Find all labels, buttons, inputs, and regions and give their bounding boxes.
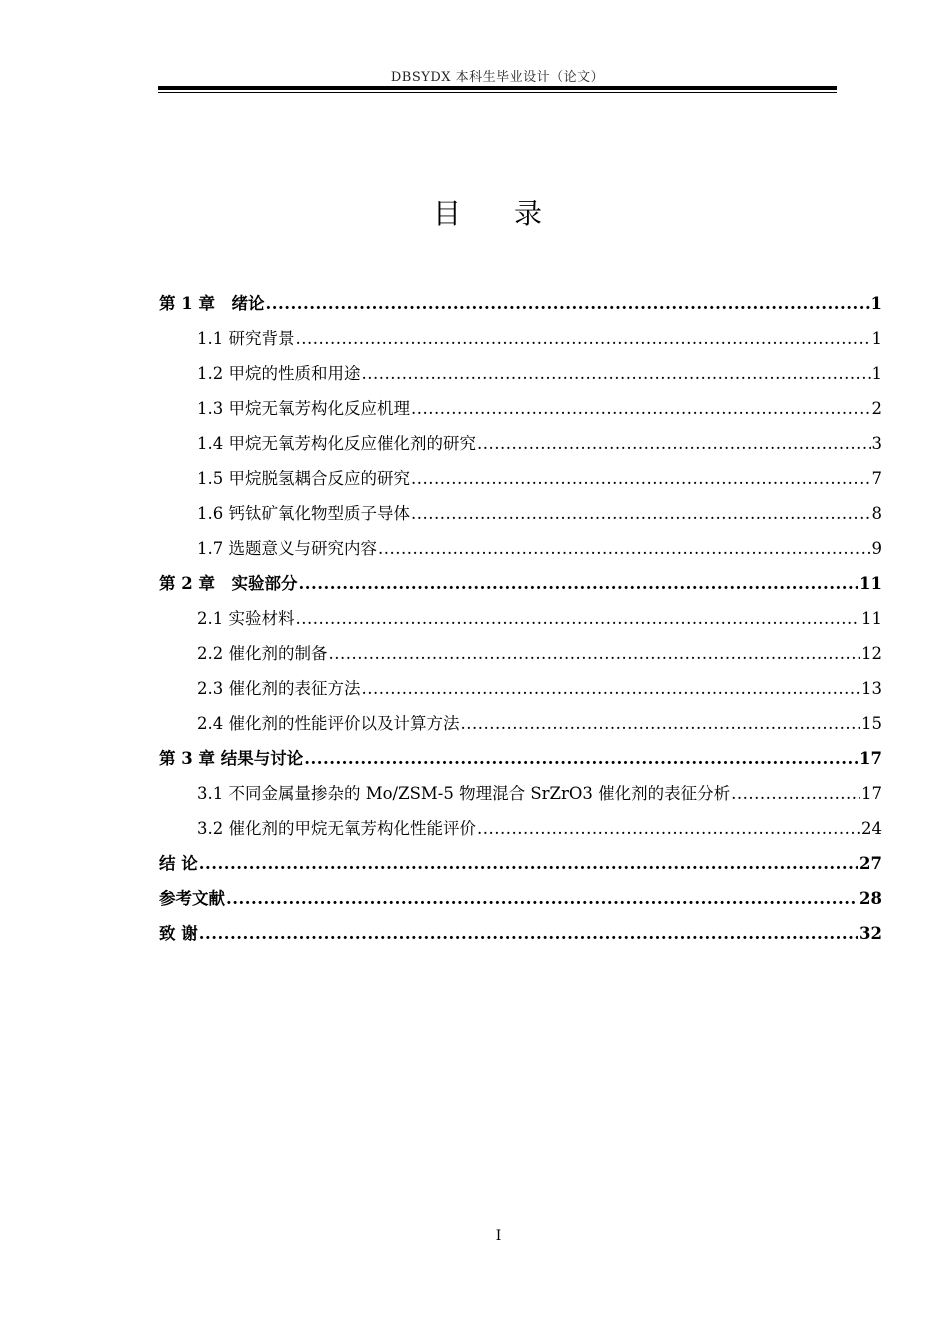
toc-entry-page: 17 [861, 784, 882, 803]
toc-entry-page: 11 [861, 609, 882, 628]
toc-entry-page: 1 [871, 329, 882, 348]
toc-entry-page: 17 [859, 749, 882, 768]
toc-entry-page: 11 [859, 574, 882, 593]
toc-dot-leader [411, 501, 871, 527]
toc-section-entry[interactable] [159, 641, 882, 676]
toc-dot-leader [477, 431, 871, 457]
toc-section-entry[interactable] [159, 501, 882, 536]
toc-section-entry[interactable] [159, 431, 882, 466]
toc-chapter-entry[interactable] [159, 921, 882, 956]
toc-entry-page: 7 [871, 469, 882, 488]
toc-entry-page: 13 [861, 679, 882, 698]
toc-title: 目 录 [433, 197, 564, 230]
toc-section-entry[interactable] [159, 396, 882, 431]
toc-entry-page: 24 [861, 819, 882, 838]
toc-dot-leader [265, 291, 869, 317]
toc-section-entry[interactable] [159, 711, 882, 746]
toc-entry-page: 15 [861, 714, 882, 733]
toc-entry-title: 3.1 不同金属量掺杂的 Mo/ZSM-5 物理混合 SrZrO3 催化剂的表征分析 [197, 784, 731, 803]
running-header: DBSYDX 本科生毕业设计（论文） [390, 70, 605, 85]
toc-chapter-entry[interactable] [159, 746, 882, 781]
toc-entry-title: 参考文献 [159, 889, 225, 908]
toc-dot-leader [411, 466, 871, 492]
toc-entry-title: 3.2 催化剂的甲烷无氧芳构化性能评价 [197, 819, 476, 838]
toc-entry-title: 第 1 章 绪论 [159, 294, 265, 313]
toc-section-entry[interactable] [159, 361, 882, 396]
toc-chapter-entry[interactable] [159, 571, 882, 606]
toc-entry-title: 1.5 甲烷脱氢耦合反应的研究 [197, 469, 410, 488]
toc-entry-page: 1 [870, 294, 882, 313]
toc-entry-title: 1.3 甲烷无氧芳构化反应机理 [197, 399, 410, 418]
toc-entry-page: 1 [871, 364, 882, 383]
toc-section-entry[interactable] [159, 326, 882, 361]
toc-dot-leader [362, 361, 871, 387]
toc-section-entry[interactable] [159, 466, 882, 501]
toc-entry-title: 2.4 催化剂的性能评价以及计算方法 [197, 714, 460, 733]
toc-entry-page: 3 [871, 434, 882, 453]
toc-entry-page: 2 [871, 399, 882, 418]
toc-dot-leader [296, 326, 871, 352]
toc-entry-title: 第 3 章 结果与讨论 [159, 749, 304, 768]
toc-entry-title: 结 论 [159, 854, 198, 873]
toc-dot-leader [329, 641, 861, 667]
toc-entry-title: 2.3 催化剂的表征方法 [197, 679, 361, 698]
toc-chapter-entry[interactable] [159, 851, 882, 886]
toc-section-entry[interactable] [159, 676, 882, 711]
toc-dot-leader [477, 816, 860, 842]
toc-dot-leader [296, 606, 861, 632]
toc-dot-leader [298, 571, 858, 597]
toc-section-entry[interactable] [159, 781, 882, 816]
toc-entry-page: 27 [859, 854, 882, 873]
toc-entry-title: 1.4 甲烷无氧芳构化反应催化剂的研究 [197, 434, 476, 453]
header-rule-thin [158, 92, 837, 93]
toc-entry-title: 致 谢 [159, 924, 198, 943]
table-of-contents [159, 291, 882, 956]
toc-dot-leader [226, 886, 858, 912]
page-number: I [495, 1228, 502, 1244]
toc-dot-leader [304, 746, 858, 772]
toc-section-entry[interactable] [159, 606, 882, 641]
toc-dot-leader [199, 851, 858, 877]
toc-dot-leader [461, 711, 861, 737]
toc-section-entry[interactable] [159, 816, 882, 851]
toc-entry-title: 第 2 章 实验部分 [159, 574, 298, 593]
toc-dot-leader [362, 676, 861, 702]
toc-entry-title: 1.7 选题意义与研究内容 [197, 539, 377, 558]
header-rule [158, 86, 837, 90]
toc-entry-title: 2.1 实验材料 [197, 609, 295, 628]
toc-dot-leader [731, 781, 860, 807]
toc-chapter-entry[interactable] [159, 291, 882, 326]
toc-dot-leader [378, 536, 871, 562]
toc-entry-page: 12 [861, 644, 882, 663]
toc-entry-title: 1.1 研究背景 [197, 329, 295, 348]
toc-section-entry[interactable] [159, 536, 882, 571]
toc-entry-title: 1.6 钙钛矿氧化物型质子导体 [197, 504, 410, 523]
toc-dot-leader [199, 921, 858, 947]
toc-entry-title: 2.2 催化剂的制备 [197, 644, 328, 663]
toc-entry-page: 8 [871, 504, 882, 523]
toc-entry-page: 9 [871, 539, 882, 558]
toc-chapter-entry[interactable] [159, 886, 882, 921]
toc-entry-page: 32 [859, 924, 882, 943]
toc-dot-leader [411, 396, 871, 422]
toc-entry-title: 1.2 甲烷的性质和用途 [197, 364, 361, 383]
toc-entry-page: 28 [859, 889, 882, 908]
